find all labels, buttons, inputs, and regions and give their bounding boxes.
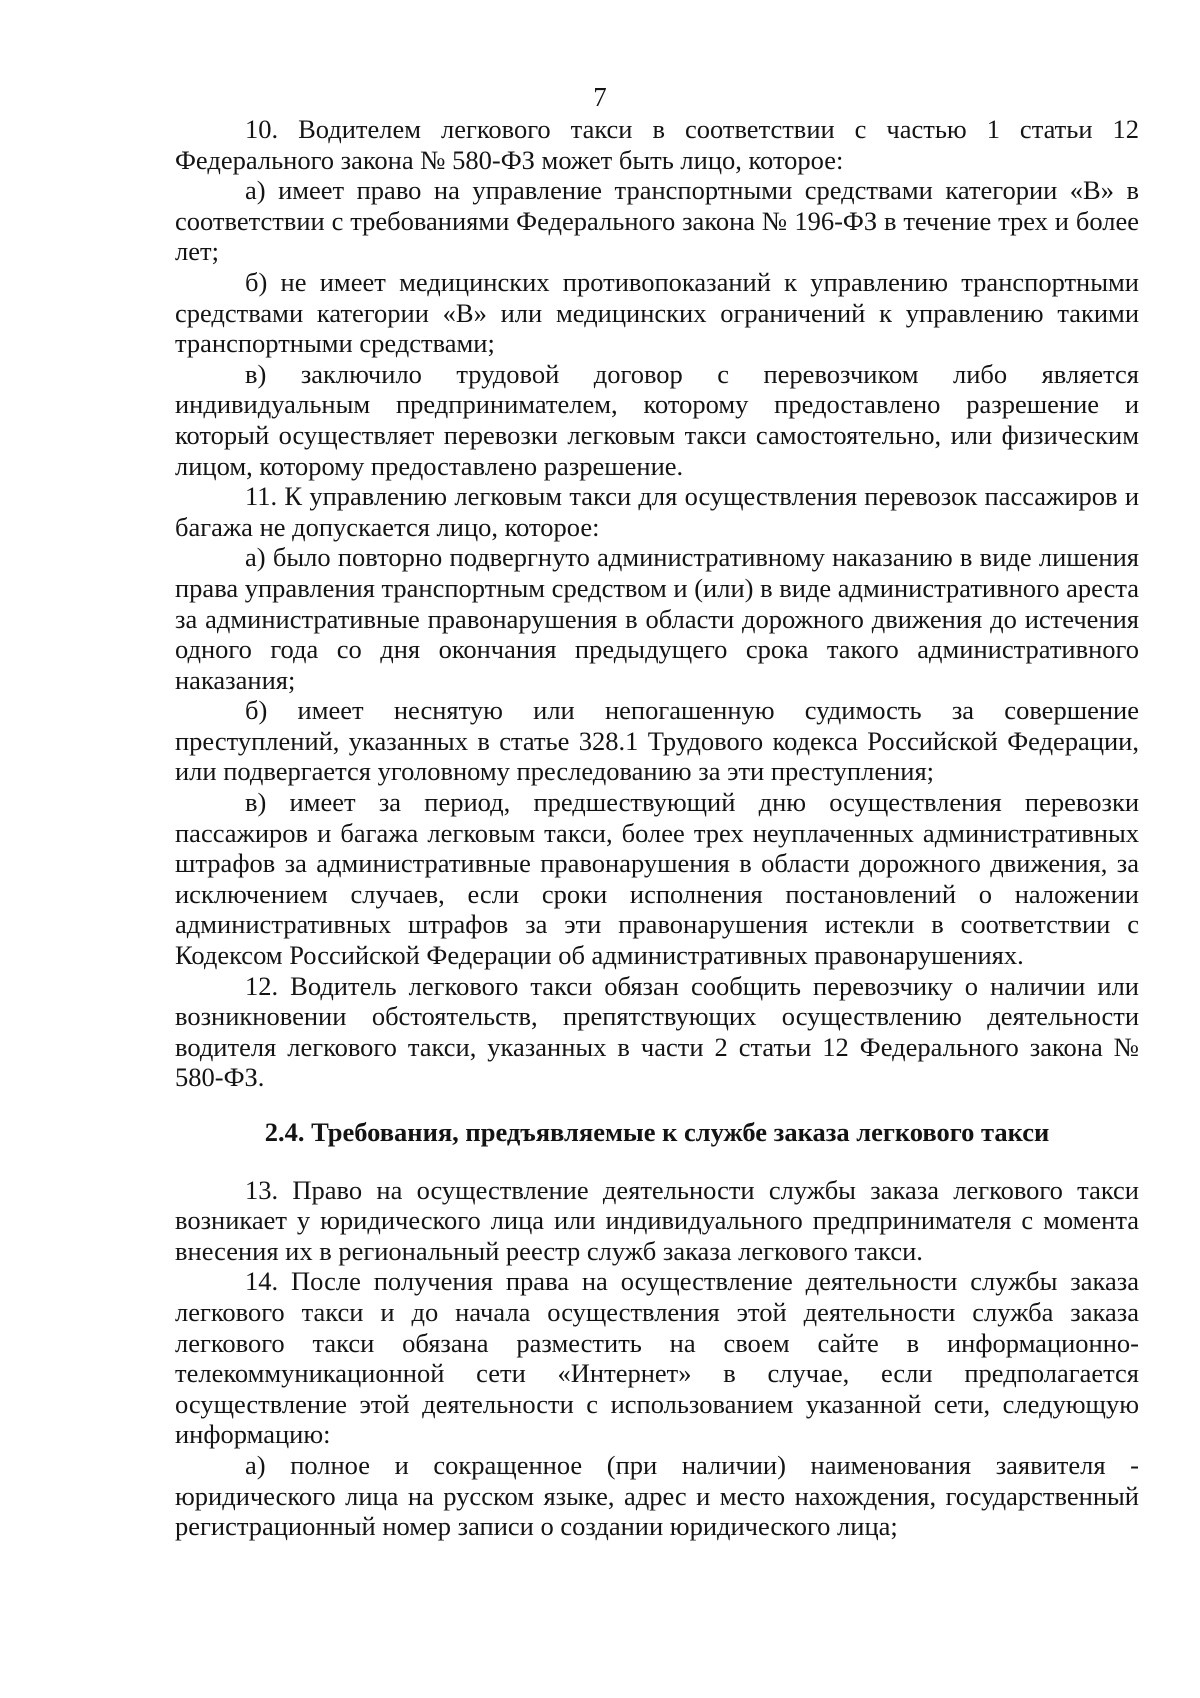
paragraph-11-v: в) имеет за период, предшествующий дню осуществления перевозки пассажиров и багажа легковым такси, более трех неуплаченных административных штрафов за административные правонарушения в области дорожного движения, за исключением случаев, если сроки исполнения постановлений о наложении административных штрафов за эти правонарушения истекли в соответствии с Кодексом Российской Федерации об административных правонарушениях. xyxy=(175,787,1139,971)
paragraph-13: 13. Право на осуществление деятельности службы заказа легкового такси возникает у юридического лица или индивидуального предпринимателя с момента внесения их в региональный реестр служб заказа легкового такси. xyxy=(175,1174,1139,1266)
paragraph-12: 12. Водитель легкового такси обязан сообщить перевозчику о наличии или возникновении обстоятельств, препятствующих осуществлению деятельности водителя легкового такси, указанных в части 2 статьи 12 Федерального закона № 580-ФЗ. xyxy=(175,970,1139,1093)
paragraph-10-a: а) имеет право на управление транспортными средствами категории «В» в соответствии с требованиями Федерального закона № 196-ФЗ в течение трех и более лет; xyxy=(175,175,1139,267)
document-body xyxy=(175,114,1139,1542)
paragraph-14: 14. После получения права на осуществление деятельности службы заказа легкового такси и до начала осуществления этой деятельности служба заказа легкового такси обязана разместить на своем сайте в информационно-телекоммуникационной сети «Интернет» в случае, если предполагается осуществление этой деятельности с использованием указанной сети, следующую информацию: xyxy=(175,1266,1139,1450)
page-number: 7 xyxy=(593,82,607,112)
paragraph-10-b: б) не имеет медицинских противопоказаний к управлению транспортными средствами категории «В» или медицинских ограничений к управлению такими транспортными средствами; xyxy=(175,266,1139,359)
paragraph-11-b: б) имеет неснятую или непогашенную судимость за совершение преступлений, указанных в статье 328.1 Трудового кодекса Российской Федерации, или подвергается уголовному преследованию за эти преступления; xyxy=(175,695,1139,787)
paragraph-10-v: в) заключило трудовой договор с перевозчиком либо является индивидуальным предпринимателем, которому предоставлено разрешение и который осуществляет перевозки легковым такси самостоятельно, или физическим лицом, которому предоставлено разрешение. xyxy=(175,358,1139,481)
paragraph-10: 10. Водителем легкового такси в соответствии с частью 1 статьи 12 Федерального закона № 580-ФЗ может быть лицо, которое: xyxy=(175,114,1139,175)
paragraph-11-a: а) было повторно подвергнуто административному наказанию в виде лишения права управления транспортным средством и (или) в виде административного ареста за административные правонарушения в области дорожного движения до истечения одного года со дня окончания предыдущего срока такого административного наказания; xyxy=(175,542,1139,695)
section-heading: 2.4. Требования, предъявляемые к службе заказа легкового такси xyxy=(264,1117,1050,1147)
paragraph-14-a: а) полное и сокращенное (при наличии) наименования заявителя - юридического лица на русском языке, адрес и место нахождения, государственный регистрационный номер записи о создании юридического лица; xyxy=(175,1449,1139,1542)
paragraph-11: 11. К управлению легковым такси для осуществления перевозок пассажиров и багажа не допускается лицо, которое: xyxy=(175,481,1139,542)
